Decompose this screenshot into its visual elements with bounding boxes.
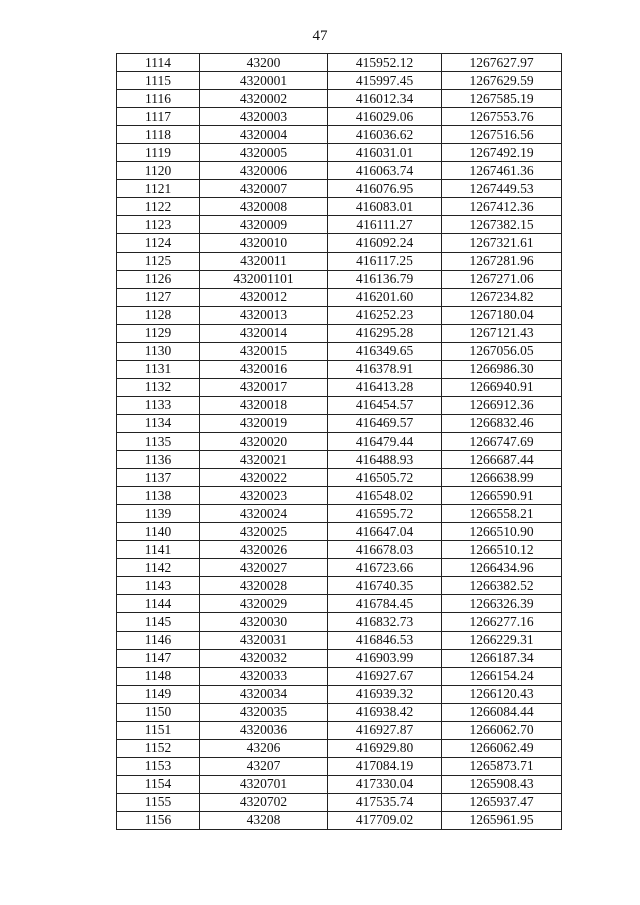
point-id-cell: 4320013 bbox=[200, 306, 328, 324]
table-row bbox=[117, 306, 562, 324]
x-coordinate-cell: 417535.74 bbox=[328, 793, 442, 811]
y-coordinate-cell: 1266187.34 bbox=[442, 649, 562, 667]
table-row bbox=[117, 649, 562, 667]
row-index-cell: 1141 bbox=[117, 541, 200, 559]
y-coordinate-cell: 1267461.36 bbox=[442, 162, 562, 180]
x-coordinate-cell: 416939.32 bbox=[328, 685, 442, 703]
x-coordinate-cell: 416479.44 bbox=[328, 432, 442, 450]
x-coordinate-cell: 416295.28 bbox=[328, 324, 442, 342]
point-id-cell: 4320702 bbox=[200, 793, 328, 811]
x-coordinate-cell: 416505.72 bbox=[328, 469, 442, 487]
coordinates-table bbox=[116, 53, 562, 830]
point-id-cell: 4320034 bbox=[200, 685, 328, 703]
x-coordinate-cell: 416029.06 bbox=[328, 108, 442, 126]
y-coordinate-cell: 1265937.47 bbox=[442, 793, 562, 811]
x-coordinate-cell: 416117.25 bbox=[328, 252, 442, 270]
point-id-cell: 4320020 bbox=[200, 432, 328, 450]
coordinates-table-body bbox=[117, 54, 562, 830]
x-coordinate-cell: 416469.57 bbox=[328, 414, 442, 432]
row-index-cell: 1146 bbox=[117, 631, 200, 649]
point-id-cell: 43207 bbox=[200, 757, 328, 775]
table-row bbox=[117, 739, 562, 757]
y-coordinate-cell: 1267281.96 bbox=[442, 252, 562, 270]
x-coordinate-cell: 417709.02 bbox=[328, 811, 442, 829]
table-row bbox=[117, 378, 562, 396]
row-index-cell: 1120 bbox=[117, 162, 200, 180]
point-id-cell: 4320004 bbox=[200, 126, 328, 144]
table-row bbox=[117, 721, 562, 739]
point-id-cell: 43200 bbox=[200, 54, 328, 72]
y-coordinate-cell: 1267180.04 bbox=[442, 306, 562, 324]
point-id-cell: 4320008 bbox=[200, 198, 328, 216]
x-coordinate-cell: 415997.45 bbox=[328, 72, 442, 90]
table-row bbox=[117, 451, 562, 469]
table-row bbox=[117, 703, 562, 721]
y-coordinate-cell: 1267121.43 bbox=[442, 324, 562, 342]
table-row bbox=[117, 757, 562, 775]
y-coordinate-cell: 1266434.96 bbox=[442, 559, 562, 577]
table-row bbox=[117, 595, 562, 613]
point-id-cell: 4320027 bbox=[200, 559, 328, 577]
point-id-cell: 4320036 bbox=[200, 721, 328, 739]
x-coordinate-cell: 416740.35 bbox=[328, 577, 442, 595]
y-coordinate-cell: 1266558.21 bbox=[442, 505, 562, 523]
x-coordinate-cell: 416903.99 bbox=[328, 649, 442, 667]
x-coordinate-cell: 416012.34 bbox=[328, 90, 442, 108]
y-coordinate-cell: 1266747.69 bbox=[442, 432, 562, 450]
point-id-cell: 4320021 bbox=[200, 451, 328, 469]
table-row bbox=[117, 523, 562, 541]
row-index-cell: 1155 bbox=[117, 793, 200, 811]
row-index-cell: 1132 bbox=[117, 378, 200, 396]
y-coordinate-cell: 1267585.19 bbox=[442, 90, 562, 108]
point-id-cell: 4320023 bbox=[200, 487, 328, 505]
x-coordinate-cell: 416036.62 bbox=[328, 126, 442, 144]
x-coordinate-cell: 415952.12 bbox=[328, 54, 442, 72]
point-id-cell: 4320011 bbox=[200, 252, 328, 270]
table-row bbox=[117, 270, 562, 288]
table-row bbox=[117, 180, 562, 198]
point-id-cell: 4320701 bbox=[200, 775, 328, 793]
y-coordinate-cell: 1267449.53 bbox=[442, 180, 562, 198]
table-row bbox=[117, 541, 562, 559]
point-id-cell: 4320035 bbox=[200, 703, 328, 721]
x-coordinate-cell: 416927.87 bbox=[328, 721, 442, 739]
row-index-cell: 1133 bbox=[117, 396, 200, 414]
table-row bbox=[117, 144, 562, 162]
row-index-cell: 1153 bbox=[117, 757, 200, 775]
point-id-cell: 4320019 bbox=[200, 414, 328, 432]
point-id-cell: 4320001 bbox=[200, 72, 328, 90]
x-coordinate-cell: 416488.93 bbox=[328, 451, 442, 469]
point-id-cell: 4320024 bbox=[200, 505, 328, 523]
y-coordinate-cell: 1266062.70 bbox=[442, 721, 562, 739]
row-index-cell: 1145 bbox=[117, 613, 200, 631]
y-coordinate-cell: 1266590.91 bbox=[442, 487, 562, 505]
row-index-cell: 1131 bbox=[117, 360, 200, 378]
table-row bbox=[117, 126, 562, 144]
x-coordinate-cell: 416784.45 bbox=[328, 595, 442, 613]
table-row bbox=[117, 72, 562, 90]
point-id-cell: 43206 bbox=[200, 739, 328, 757]
x-coordinate-cell: 416846.53 bbox=[328, 631, 442, 649]
x-coordinate-cell: 416548.02 bbox=[328, 487, 442, 505]
y-coordinate-cell: 1265961.95 bbox=[442, 811, 562, 829]
y-coordinate-cell: 1265873.71 bbox=[442, 757, 562, 775]
row-index-cell: 1115 bbox=[117, 72, 200, 90]
point-id-cell: 4320028 bbox=[200, 577, 328, 595]
row-index-cell: 1137 bbox=[117, 469, 200, 487]
row-index-cell: 1139 bbox=[117, 505, 200, 523]
row-index-cell: 1136 bbox=[117, 451, 200, 469]
table-row bbox=[117, 414, 562, 432]
point-id-cell: 4320010 bbox=[200, 234, 328, 252]
row-index-cell: 1140 bbox=[117, 523, 200, 541]
row-index-cell: 1123 bbox=[117, 216, 200, 234]
x-coordinate-cell: 416252.23 bbox=[328, 306, 442, 324]
point-id-cell: 4320018 bbox=[200, 396, 328, 414]
row-index-cell: 1122 bbox=[117, 198, 200, 216]
x-coordinate-cell: 417330.04 bbox=[328, 775, 442, 793]
x-coordinate-cell: 416927.67 bbox=[328, 667, 442, 685]
table-row bbox=[117, 775, 562, 793]
row-index-cell: 1147 bbox=[117, 649, 200, 667]
point-id-cell: 4320007 bbox=[200, 180, 328, 198]
point-id-cell: 4320017 bbox=[200, 378, 328, 396]
point-id-cell: 4320014 bbox=[200, 324, 328, 342]
x-coordinate-cell: 416092.24 bbox=[328, 234, 442, 252]
table-row bbox=[117, 324, 562, 342]
x-coordinate-cell: 416723.66 bbox=[328, 559, 442, 577]
point-id-cell: 4320029 bbox=[200, 595, 328, 613]
point-id-cell: 4320025 bbox=[200, 523, 328, 541]
x-coordinate-cell: 416378.91 bbox=[328, 360, 442, 378]
x-coordinate-cell: 416076.95 bbox=[328, 180, 442, 198]
x-coordinate-cell: 416136.79 bbox=[328, 270, 442, 288]
row-index-cell: 1117 bbox=[117, 108, 200, 126]
page-number: 47 bbox=[312, 28, 328, 44]
x-coordinate-cell: 416832.73 bbox=[328, 613, 442, 631]
row-index-cell: 1129 bbox=[117, 324, 200, 342]
x-coordinate-cell: 416678.03 bbox=[328, 541, 442, 559]
table-row bbox=[117, 162, 562, 180]
row-index-cell: 1151 bbox=[117, 721, 200, 739]
table-row bbox=[117, 631, 562, 649]
table-row bbox=[117, 469, 562, 487]
table-row bbox=[117, 216, 562, 234]
y-coordinate-cell: 1265908.43 bbox=[442, 775, 562, 793]
y-coordinate-cell: 1266912.36 bbox=[442, 396, 562, 414]
x-coordinate-cell: 416063.74 bbox=[328, 162, 442, 180]
y-coordinate-cell: 1267382.15 bbox=[442, 216, 562, 234]
table-row bbox=[117, 54, 562, 72]
y-coordinate-cell: 1266510.12 bbox=[442, 541, 562, 559]
row-index-cell: 1119 bbox=[117, 144, 200, 162]
table-row bbox=[117, 505, 562, 523]
x-coordinate-cell: 417084.19 bbox=[328, 757, 442, 775]
point-id-cell: 4320032 bbox=[200, 649, 328, 667]
point-id-cell: 4320009 bbox=[200, 216, 328, 234]
table-row bbox=[117, 396, 562, 414]
table-row bbox=[117, 487, 562, 505]
y-coordinate-cell: 1266940.91 bbox=[442, 378, 562, 396]
table-row bbox=[117, 559, 562, 577]
table-row bbox=[117, 613, 562, 631]
x-coordinate-cell: 416413.28 bbox=[328, 378, 442, 396]
point-id-cell: 4320015 bbox=[200, 342, 328, 360]
point-id-cell: 4320031 bbox=[200, 631, 328, 649]
table-row bbox=[117, 793, 562, 811]
row-index-cell: 1135 bbox=[117, 432, 200, 450]
y-coordinate-cell: 1266120.43 bbox=[442, 685, 562, 703]
row-index-cell: 1149 bbox=[117, 685, 200, 703]
y-coordinate-cell: 1267492.19 bbox=[442, 144, 562, 162]
y-coordinate-cell: 1266277.16 bbox=[442, 613, 562, 631]
row-index-cell: 1128 bbox=[117, 306, 200, 324]
x-coordinate-cell: 416647.04 bbox=[328, 523, 442, 541]
y-coordinate-cell: 1267234.82 bbox=[442, 288, 562, 306]
y-coordinate-cell: 1267271.06 bbox=[442, 270, 562, 288]
y-coordinate-cell: 1267516.56 bbox=[442, 126, 562, 144]
table-row bbox=[117, 108, 562, 126]
table-row bbox=[117, 685, 562, 703]
row-index-cell: 1126 bbox=[117, 270, 200, 288]
point-id-cell: 4320016 bbox=[200, 360, 328, 378]
x-coordinate-cell: 416938.42 bbox=[328, 703, 442, 721]
row-index-cell: 1156 bbox=[117, 811, 200, 829]
row-index-cell: 1152 bbox=[117, 739, 200, 757]
y-coordinate-cell: 1267629.59 bbox=[442, 72, 562, 90]
table-row bbox=[117, 577, 562, 595]
row-index-cell: 1138 bbox=[117, 487, 200, 505]
y-coordinate-cell: 1266687.44 bbox=[442, 451, 562, 469]
point-id-cell: 4320006 bbox=[200, 162, 328, 180]
table-row bbox=[117, 667, 562, 685]
row-index-cell: 1144 bbox=[117, 595, 200, 613]
row-index-cell: 1121 bbox=[117, 180, 200, 198]
y-coordinate-cell: 1266510.90 bbox=[442, 523, 562, 541]
row-index-cell: 1143 bbox=[117, 577, 200, 595]
row-index-cell: 1125 bbox=[117, 252, 200, 270]
table-row bbox=[117, 432, 562, 450]
x-coordinate-cell: 416083.01 bbox=[328, 198, 442, 216]
point-id-cell: 4320022 bbox=[200, 469, 328, 487]
y-coordinate-cell: 1266832.46 bbox=[442, 414, 562, 432]
table-row bbox=[117, 342, 562, 360]
x-coordinate-cell: 416349.65 bbox=[328, 342, 442, 360]
row-index-cell: 1130 bbox=[117, 342, 200, 360]
table-row bbox=[117, 90, 562, 108]
y-coordinate-cell: 1266326.39 bbox=[442, 595, 562, 613]
row-index-cell: 1134 bbox=[117, 414, 200, 432]
point-id-cell: 4320005 bbox=[200, 144, 328, 162]
table-row bbox=[117, 811, 562, 829]
y-coordinate-cell: 1267412.36 bbox=[442, 198, 562, 216]
y-coordinate-cell: 1267056.05 bbox=[442, 342, 562, 360]
row-index-cell: 1114 bbox=[117, 54, 200, 72]
y-coordinate-cell: 1266154.24 bbox=[442, 667, 562, 685]
x-coordinate-cell: 416454.57 bbox=[328, 396, 442, 414]
point-id-cell: 4320026 bbox=[200, 541, 328, 559]
y-coordinate-cell: 1266229.31 bbox=[442, 631, 562, 649]
y-coordinate-cell: 1266382.52 bbox=[442, 577, 562, 595]
table-row bbox=[117, 234, 562, 252]
y-coordinate-cell: 1267321.61 bbox=[442, 234, 562, 252]
point-id-cell: 4320030 bbox=[200, 613, 328, 631]
y-coordinate-cell: 1266062.49 bbox=[442, 739, 562, 757]
table-row bbox=[117, 288, 562, 306]
point-id-cell: 4320002 bbox=[200, 90, 328, 108]
point-id-cell: 4320003 bbox=[200, 108, 328, 126]
x-coordinate-cell: 416595.72 bbox=[328, 505, 442, 523]
x-coordinate-cell: 416201.60 bbox=[328, 288, 442, 306]
table-row bbox=[117, 198, 562, 216]
row-index-cell: 1148 bbox=[117, 667, 200, 685]
y-coordinate-cell: 1266638.99 bbox=[442, 469, 562, 487]
y-coordinate-cell: 1266986.30 bbox=[442, 360, 562, 378]
row-index-cell: 1116 bbox=[117, 90, 200, 108]
x-coordinate-cell: 416031.01 bbox=[328, 144, 442, 162]
x-coordinate-cell: 416929.80 bbox=[328, 739, 442, 757]
point-id-cell: 43208 bbox=[200, 811, 328, 829]
y-coordinate-cell: 1267627.97 bbox=[442, 54, 562, 72]
table-row bbox=[117, 360, 562, 378]
row-index-cell: 1127 bbox=[117, 288, 200, 306]
row-index-cell: 1142 bbox=[117, 559, 200, 577]
table-row bbox=[117, 252, 562, 270]
row-index-cell: 1118 bbox=[117, 126, 200, 144]
row-index-cell: 1150 bbox=[117, 703, 200, 721]
point-id-cell: 4320033 bbox=[200, 667, 328, 685]
x-coordinate-cell: 416111.27 bbox=[328, 216, 442, 234]
point-id-cell: 432001101 bbox=[200, 270, 328, 288]
row-index-cell: 1124 bbox=[117, 234, 200, 252]
point-id-cell: 4320012 bbox=[200, 288, 328, 306]
y-coordinate-cell: 1267553.76 bbox=[442, 108, 562, 126]
row-index-cell: 1154 bbox=[117, 775, 200, 793]
y-coordinate-cell: 1266084.44 bbox=[442, 703, 562, 721]
